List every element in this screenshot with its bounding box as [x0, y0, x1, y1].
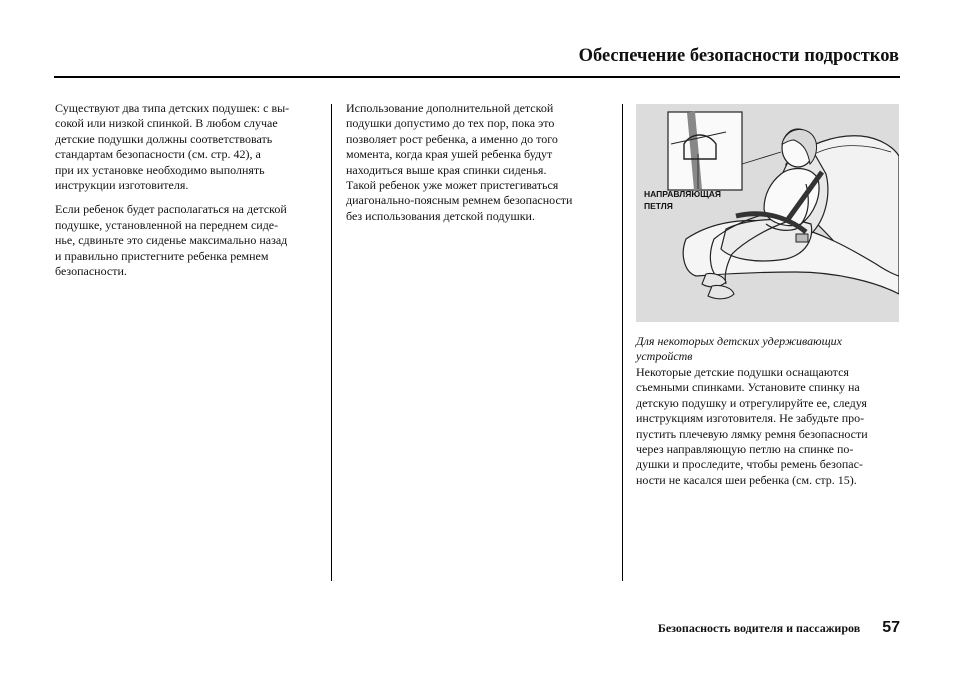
column-divider: [622, 104, 623, 581]
footer-section-title: Безопасность водителя и пассажиров: [657, 621, 861, 635]
booster-seat-illustration: [636, 104, 899, 322]
booster-seat-drawing: [636, 104, 899, 322]
child-shoe: [708, 285, 734, 298]
page-title: Обеспечение безопасности подростков: [578, 46, 899, 66]
guide-loop-callout: НАПРАВЛЯЮЩАЯ ПЕТЛЯ: [644, 189, 722, 211]
paragraph: Некоторые детские подушки оснащаются съемными спинками. Установите спинку на детскую подушку и отрегулируйте ее, следуя инструкциям изготовителя. Не забудьте про- пустить плечевую лямку ремня безопасности через направляющую петлю на спинке по- душки и проследите, чтобы ремень безопас- ности не касался шеи ребенка (см. стр. 15).: [636, 365, 868, 487]
column-left: [55, 101, 323, 288]
leader-line: [742, 152, 781, 164]
column-divider: [331, 104, 332, 581]
column-middle: [346, 101, 614, 233]
header-rule: [54, 76, 900, 78]
figure-caption: Для некоторых детских удерживающих устройств: [636, 334, 842, 364]
column-right: [636, 365, 900, 488]
belt-buckle: [796, 234, 808, 242]
inset-frame: [668, 112, 742, 190]
page-number: 57: [882, 619, 900, 636]
paragraph: Использование дополнительной детской подушки допустимо до тех пор, пока это позволяет рост ребенка, а именно до того момента, когда края ушей ребенка будут находиться выше края спинки сиденья. Такой ребенок уже может пристегиваться диагонально-поясным ремнем безопасности без использования детской подушки.: [346, 101, 573, 223]
paragraph: Если ребенок будет располагаться на детской подушке, установленной на переднем сиде- нье, сдвиньте это сиденье максимально назад и правильно пристегните ребенка ремнем безопасности.: [55, 202, 288, 279]
child-shoe: [702, 273, 726, 286]
page-footer: [658, 619, 900, 637]
paragraph: Существуют два типа детских подушек: с вы- сокой или низкой спинкой. В любом случае детские подушки должны соответствовать стандартам безопасности (см. стр. 42), а при их установке необходимо выполнять инструкции изготовителя.: [55, 101, 290, 193]
